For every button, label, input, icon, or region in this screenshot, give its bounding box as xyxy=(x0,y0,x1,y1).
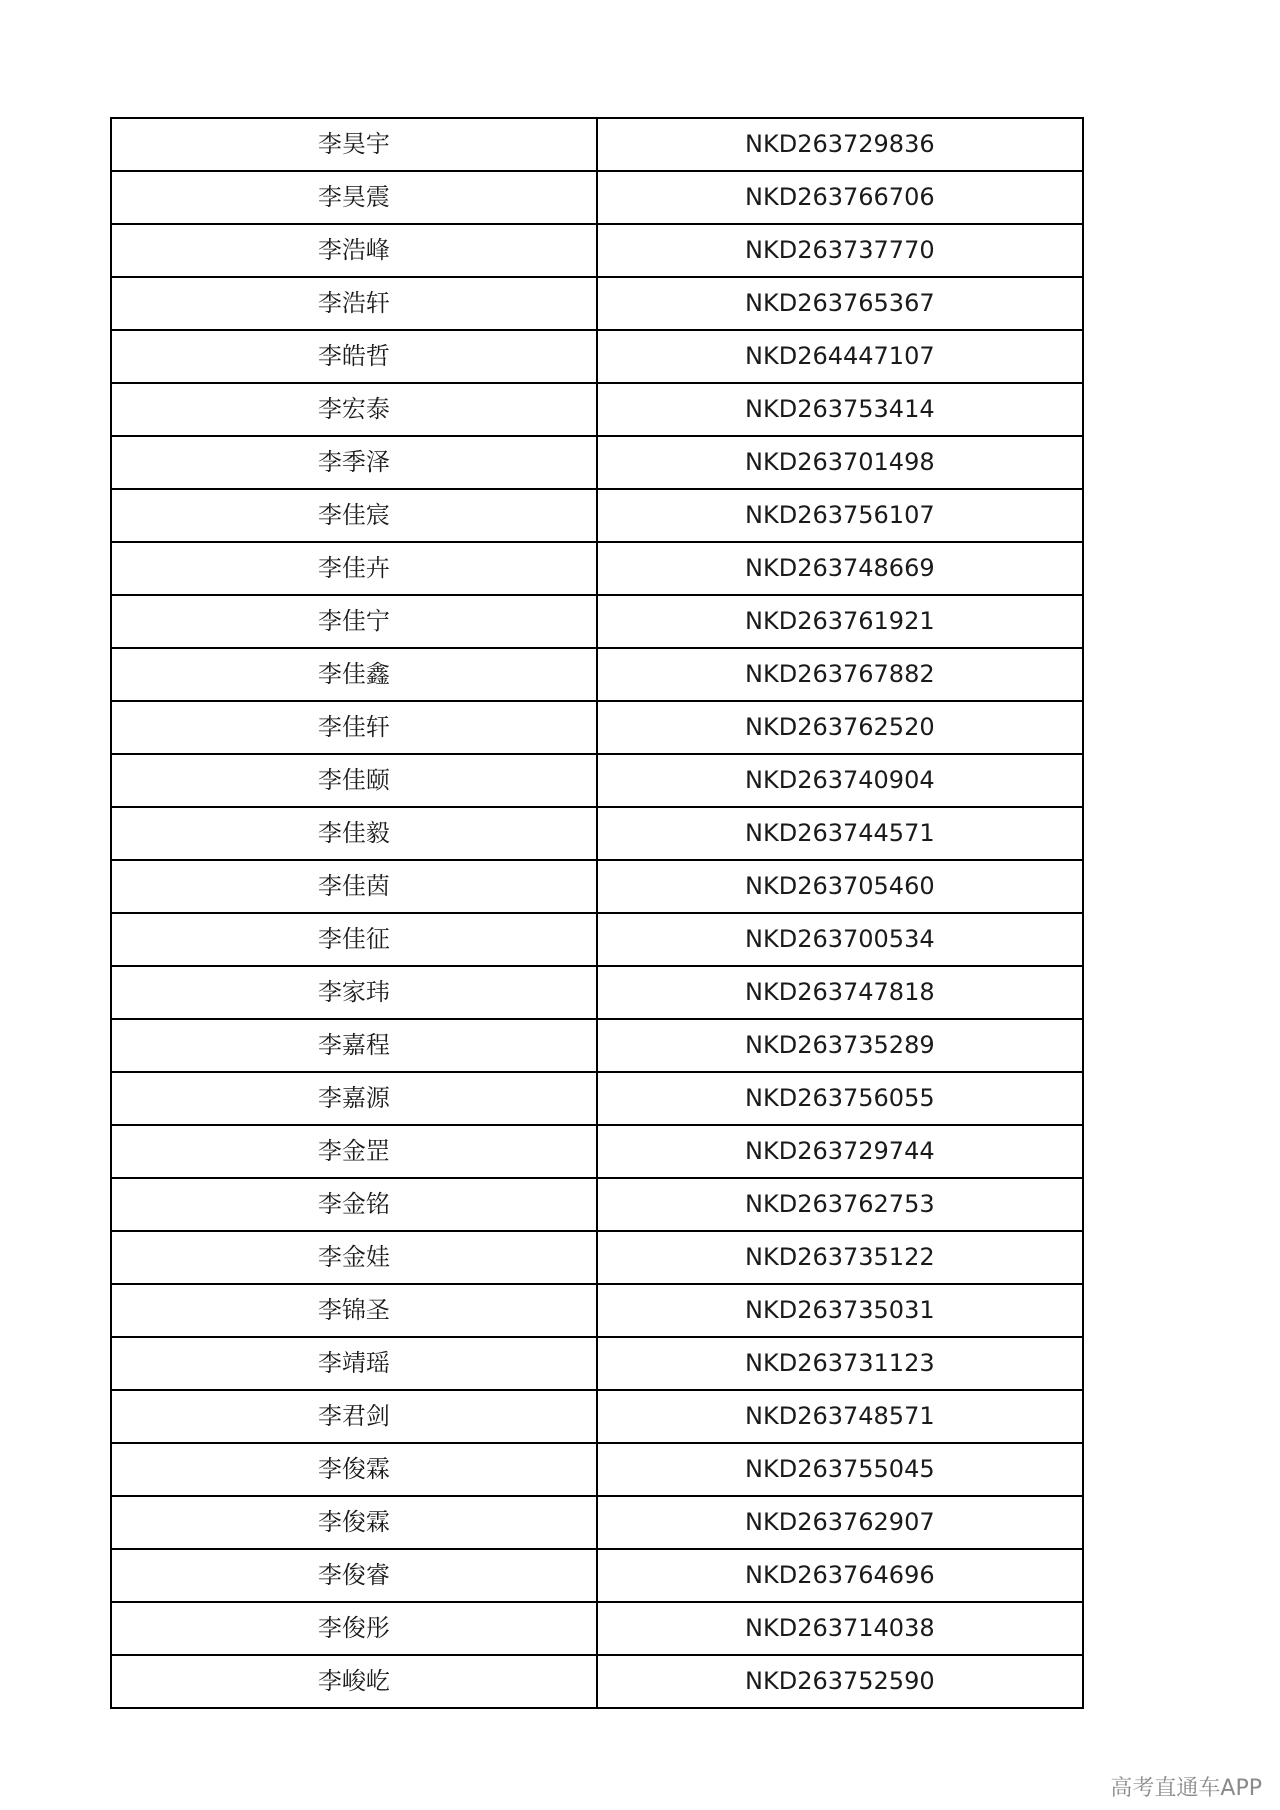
table-row xyxy=(111,807,1083,860)
registration-id-cell: NKD263735289 xyxy=(597,1019,1083,1072)
registration-id-cell: NKD263762753 xyxy=(597,1178,1083,1231)
table-row xyxy=(111,224,1083,277)
student-name-cell: 李皓哲 xyxy=(111,330,597,383)
student-name-cell: 李佳毅 xyxy=(111,807,597,860)
student-name-cell: 李宏泰 xyxy=(111,383,597,436)
registration-id-cell: NKD263767882 xyxy=(597,648,1083,701)
watermark-text: 高考直通车APP xyxy=(1110,1776,1262,1801)
table-row xyxy=(111,1284,1083,1337)
registration-id-cell: NKD263762520 xyxy=(597,701,1083,754)
table-row xyxy=(111,1125,1083,1178)
student-name-cell: 李家玮 xyxy=(111,966,597,1019)
table-row xyxy=(111,595,1083,648)
table-row xyxy=(111,648,1083,701)
table-row xyxy=(111,1019,1083,1072)
table-row xyxy=(111,701,1083,754)
student-name-cell: 李嘉程 xyxy=(111,1019,597,1072)
student-name-cell: 李金娃 xyxy=(111,1231,597,1284)
table-row xyxy=(111,1390,1083,1443)
table-row xyxy=(111,171,1083,224)
table-row xyxy=(111,1178,1083,1231)
registration-id-cell: NKD264447107 xyxy=(597,330,1083,383)
student-name-cell: 李金铭 xyxy=(111,1178,597,1231)
student-name-cell: 李佳征 xyxy=(111,913,597,966)
table-row xyxy=(111,913,1083,966)
registration-id-cell: NKD263747818 xyxy=(597,966,1083,1019)
registration-id-cell: NKD263755045 xyxy=(597,1443,1083,1496)
student-name-cell: 李浩峰 xyxy=(111,224,597,277)
table-row xyxy=(111,489,1083,542)
roster-table-body xyxy=(111,118,1083,1708)
registration-id-cell: NKD263764696 xyxy=(597,1549,1083,1602)
student-name-cell: 李俊彤 xyxy=(111,1602,597,1655)
student-name-cell: 李浩轩 xyxy=(111,277,597,330)
table-row xyxy=(111,542,1083,595)
registration-id-cell: NKD263756107 xyxy=(597,489,1083,542)
table-row xyxy=(111,1496,1083,1549)
table-row xyxy=(111,1655,1083,1708)
student-name-cell: 李俊霖 xyxy=(111,1496,597,1549)
registration-id-cell: NKD263744571 xyxy=(597,807,1083,860)
table-row xyxy=(111,1337,1083,1390)
table-row xyxy=(111,1443,1083,1496)
registration-id-cell: NKD263762907 xyxy=(597,1496,1083,1549)
registration-id-cell: NKD263737770 xyxy=(597,224,1083,277)
registration-id-cell: NKD263752590 xyxy=(597,1655,1083,1708)
student-name-cell: 李昊震 xyxy=(111,171,597,224)
table-row xyxy=(111,436,1083,489)
table-row xyxy=(111,330,1083,383)
student-name-cell: 李嘉源 xyxy=(111,1072,597,1125)
student-name-cell: 李佳颐 xyxy=(111,754,597,807)
registration-id-cell: NKD263729744 xyxy=(597,1125,1083,1178)
registration-id-cell: NKD263748669 xyxy=(597,542,1083,595)
registration-id-cell: NKD263761921 xyxy=(597,595,1083,648)
table-row xyxy=(111,1549,1083,1602)
registration-id-cell: NKD263705460 xyxy=(597,860,1083,913)
student-name-cell: 李俊睿 xyxy=(111,1549,597,1602)
registration-id-cell: NKD263729836 xyxy=(745,130,935,158)
student-name-cell: 李佳卉 xyxy=(111,542,597,595)
student-name-cell: 李佳茵 xyxy=(111,860,597,913)
table-row xyxy=(111,1602,1083,1655)
registration-id-cell: NKD263735122 xyxy=(597,1231,1083,1284)
student-name-cell: 李峻屹 xyxy=(111,1655,597,1708)
registration-id-cell: NKD263700534 xyxy=(597,913,1083,966)
student-name-cell: 李昊宇 xyxy=(111,118,597,171)
registration-id-cell: NKD263766706 xyxy=(597,171,1083,224)
student-name-cell: 李锦圣 xyxy=(111,1284,597,1337)
table-row xyxy=(111,383,1083,436)
student-name-cell: 李佳宸 xyxy=(111,489,597,542)
table-row xyxy=(111,754,1083,807)
registration-id-cell: NKD263753414 xyxy=(597,383,1083,436)
registration-id-cell: NKD263731123 xyxy=(597,1337,1083,1390)
student-name-cell: 李君剑 xyxy=(111,1390,597,1443)
table-row xyxy=(111,1231,1083,1284)
table-row xyxy=(111,860,1083,913)
table-row xyxy=(111,118,1083,171)
student-name-cell: 李佳鑫 xyxy=(111,648,597,701)
registration-id-cell: NKD263765367 xyxy=(597,277,1083,330)
table-row xyxy=(111,1072,1083,1125)
student-name-cell: 李靖瑶 xyxy=(111,1337,597,1390)
table-row xyxy=(111,966,1083,1019)
registration-id-cell: NKD263701498 xyxy=(597,436,1083,489)
student-name-cell: 李俊霖 xyxy=(111,1443,597,1496)
student-name-cell: 李佳轩 xyxy=(111,701,597,754)
roster-table xyxy=(110,117,1084,1709)
student-name-cell: 李季泽 xyxy=(111,436,597,489)
registration-id-cell: NKD263714038 xyxy=(597,1602,1083,1655)
student-name-cell: 李金罡 xyxy=(111,1125,597,1178)
registration-id-cell: NKD263735031 xyxy=(597,1284,1083,1337)
registration-id-cell: NKD263748571 xyxy=(597,1390,1083,1443)
student-name-cell: 李佳宁 xyxy=(111,595,597,648)
registration-id-cell: NKD263756055 xyxy=(597,1072,1083,1125)
table-row xyxy=(111,277,1083,330)
registration-id-cell: NKD263740904 xyxy=(597,754,1083,807)
